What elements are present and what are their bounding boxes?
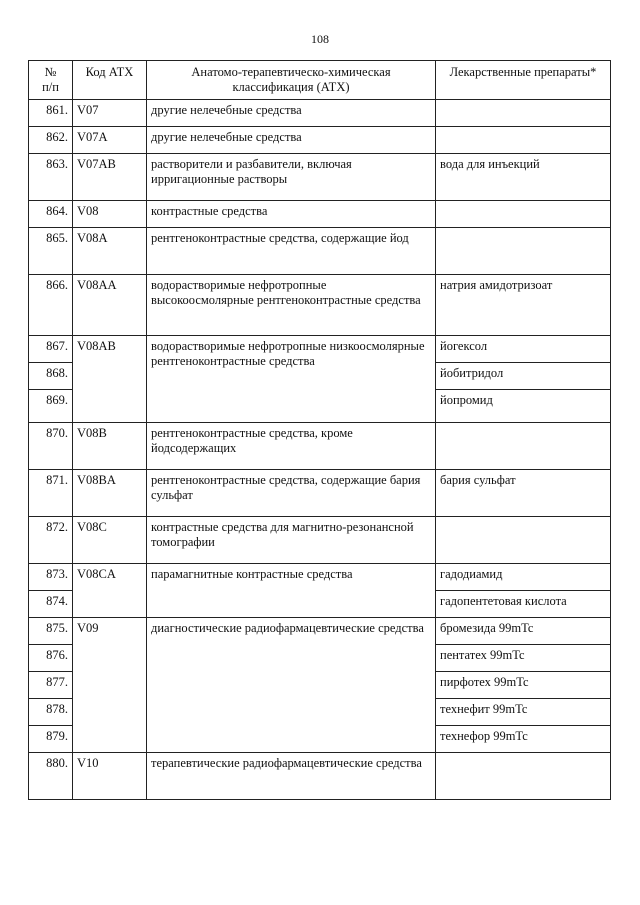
atx-code: V10 — [73, 753, 147, 800]
header-num: № п/п — [29, 61, 73, 100]
drug-cell — [436, 228, 611, 275]
classification-cell: другие нелечебные средства — [147, 127, 436, 154]
classification-cell: рентгеноконтрастные средства, содержащие йод — [147, 228, 436, 275]
drug-cell — [436, 753, 611, 800]
drug-cell: технефор 99mTc — [436, 726, 611, 753]
row-number: 868. — [29, 363, 73, 390]
classification-cell: контрастные средства для магнитно-резонансной томографии — [147, 517, 436, 564]
classification-cell: рентгеноконтрастные средства, содержащие бария сульфат — [147, 470, 436, 517]
row-number: 880. — [29, 753, 73, 800]
classification-cell: другие нелечебные средства — [147, 100, 436, 127]
table-row — [29, 517, 611, 564]
drug-cell: технефит 99mTc — [436, 699, 611, 726]
atx-code: V08CA — [73, 564, 147, 618]
table-header-row — [29, 61, 611, 100]
header-code: Код АТХ — [73, 61, 147, 100]
row-number: 871. — [29, 470, 73, 517]
classification-cell: водорастворимые нефротропные низкоосмолярные рентгеноконтрастные средства — [147, 336, 436, 423]
atx-code: V08C — [73, 517, 147, 564]
drug-cell — [436, 127, 611, 154]
row-number: 863. — [29, 154, 73, 201]
row-number: 878. — [29, 699, 73, 726]
classification-cell: парамагнитные контрастные средства — [147, 564, 436, 618]
drug-cell — [436, 100, 611, 127]
drug-cell: йопромид — [436, 390, 611, 423]
atx-code: V07AB — [73, 154, 147, 201]
table-row — [29, 100, 611, 127]
atx-code: V08AB — [73, 336, 147, 423]
table-row — [29, 127, 611, 154]
atx-code: V07A — [73, 127, 147, 154]
drug-cell — [436, 517, 611, 564]
atx-table — [28, 60, 611, 800]
table-row — [29, 423, 611, 470]
row-number: 874. — [29, 591, 73, 618]
atx-code: V09 — [73, 618, 147, 753]
table-row — [29, 228, 611, 275]
drug-cell: йобитридол — [436, 363, 611, 390]
drug-cell: бромезида 99mTc — [436, 618, 611, 645]
page-number: 108 — [311, 32, 329, 46]
row-number: 861. — [29, 100, 73, 127]
row-number: 864. — [29, 201, 73, 228]
table-row — [29, 470, 611, 517]
drug-cell: гадодиамид — [436, 564, 611, 591]
header-classification: Анатомо-терапевтическо-химическая классификация (АТХ) — [147, 61, 436, 100]
row-number: 869. — [29, 390, 73, 423]
drug-cell: йогексол — [436, 336, 611, 363]
classification-cell: рентгеноконтрастные средства, кроме йодсодержащих — [147, 423, 436, 470]
drug-cell: гадопентетовая кислота — [436, 591, 611, 618]
header-drugs: Лекарственные препараты* — [436, 61, 611, 100]
row-number: 877. — [29, 672, 73, 699]
row-number: 879. — [29, 726, 73, 753]
table-row — [29, 753, 611, 800]
drug-cell: вода для инъекций — [436, 154, 611, 201]
table-row — [29, 201, 611, 228]
row-number: 865. — [29, 228, 73, 275]
table-row — [29, 154, 611, 201]
row-number: 870. — [29, 423, 73, 470]
atx-code: V07 — [73, 100, 147, 127]
drug-cell: пентатех 99mTc — [436, 645, 611, 672]
table-row — [29, 564, 611, 591]
atx-code: V08AA — [73, 275, 147, 336]
row-number: 862. — [29, 127, 73, 154]
atx-code: V08 — [73, 201, 147, 228]
drug-cell: натрия амидотризоат — [436, 275, 611, 336]
row-number: 873. — [29, 564, 73, 591]
table-row — [29, 618, 611, 645]
classification-cell: терапевтические радиофармацевтические средства — [147, 753, 436, 800]
row-number: 876. — [29, 645, 73, 672]
classification-cell: растворители и разбавители, включая ирригационные растворы — [147, 154, 436, 201]
drug-cell: бария сульфат — [436, 470, 611, 517]
classification-cell: контрастные средства — [147, 201, 436, 228]
row-number: 875. — [29, 618, 73, 645]
classification-cell: диагностические радиофармацевтические средства — [147, 618, 436, 753]
table-row — [29, 336, 611, 363]
row-number: 866. — [29, 275, 73, 336]
row-number: 872. — [29, 517, 73, 564]
atx-code: V08BA — [73, 470, 147, 517]
drug-cell — [436, 423, 611, 470]
drug-cell — [436, 201, 611, 228]
classification-cell: водорастворимые нефротропные высокоосмолярные рентгеноконтрастные средства — [147, 275, 436, 336]
atx-code: V08A — [73, 228, 147, 275]
atx-code: V08B — [73, 423, 147, 470]
drug-cell: пирфотех 99mTc — [436, 672, 611, 699]
row-number: 867. — [29, 336, 73, 363]
table-row — [29, 275, 611, 336]
